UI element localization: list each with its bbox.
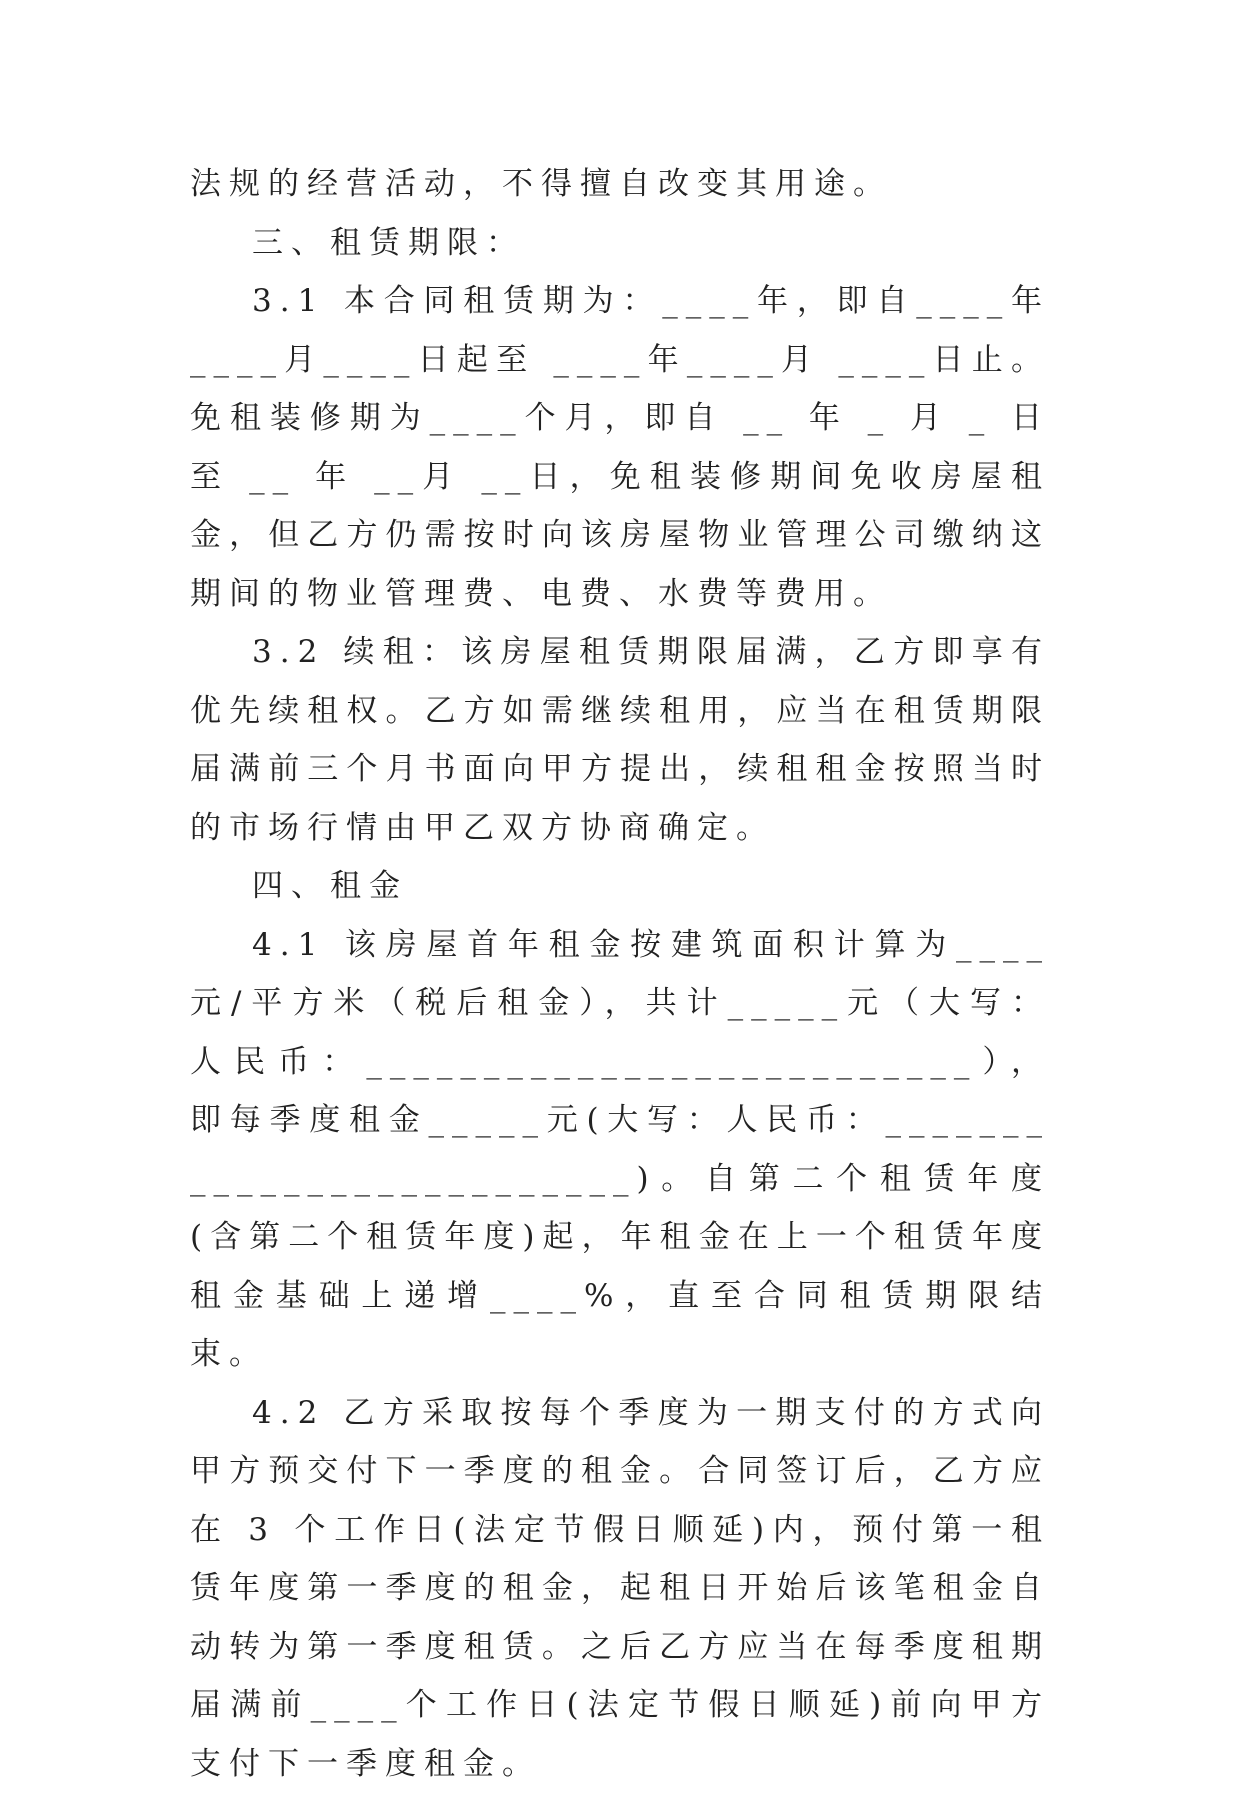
- section-heading-rent: 四、租金: [190, 857, 1050, 916]
- section-heading-lease-term: 三、租赁期限：: [190, 214, 1050, 273]
- paragraph-continuation: 法规的经营活动，不得擅自改变其用途。: [190, 155, 1050, 214]
- clause-4-2: 4.2 乙方采取按每个季度为一期支付的方式向甲方预交付下一季度的租金。合同签订后，乙方应在 3 个工作日(法定节假日顺延)内，预付第一租赁年度第一季度的租金，起租日开始后该笔租金自动转为第一季度租赁。之后乙方应当在每季度租期届满前____个工作日(法定节假日顺延)前向甲方支付下一季度租金。: [190, 1384, 1050, 1793]
- clause-4-1: 4.1 该房屋首年租金按建筑面积计算为____元/平方米（税后租金），共计_____元（大写：人民币：__________________________），即每季度租金_____元(大写：人民币：__________________________)。自第二个租赁年度(含第二个租赁年度)起，年租金在上一个租赁年度租金基础上递增____%，直至合同租赁期限结束。: [190, 916, 1050, 1384]
- document-body: [190, 155, 1050, 1793]
- clause-3-1: 3.1 本合同租赁期为：____年，即自____年____月____日起至 ____年____月 ____日止。免租装修期为____个月，即自 __ 年 _ 月 _ 日至 __ 年 __月 __日，免租装修期间免收房屋租金，但乙方仍需按时向该房屋物业管理公司缴纳这期间的物业管理费、电费、水费等费用。: [190, 272, 1050, 623]
- clause-3-2: 3.2 续租：该房屋租赁期限届满，乙方即享有优先续租权。乙方如需继续租用，应当在租赁期限届满前三个月书面向甲方提出，续租租金按照当时的市场行情由甲乙双方协商确定。: [190, 623, 1050, 857]
